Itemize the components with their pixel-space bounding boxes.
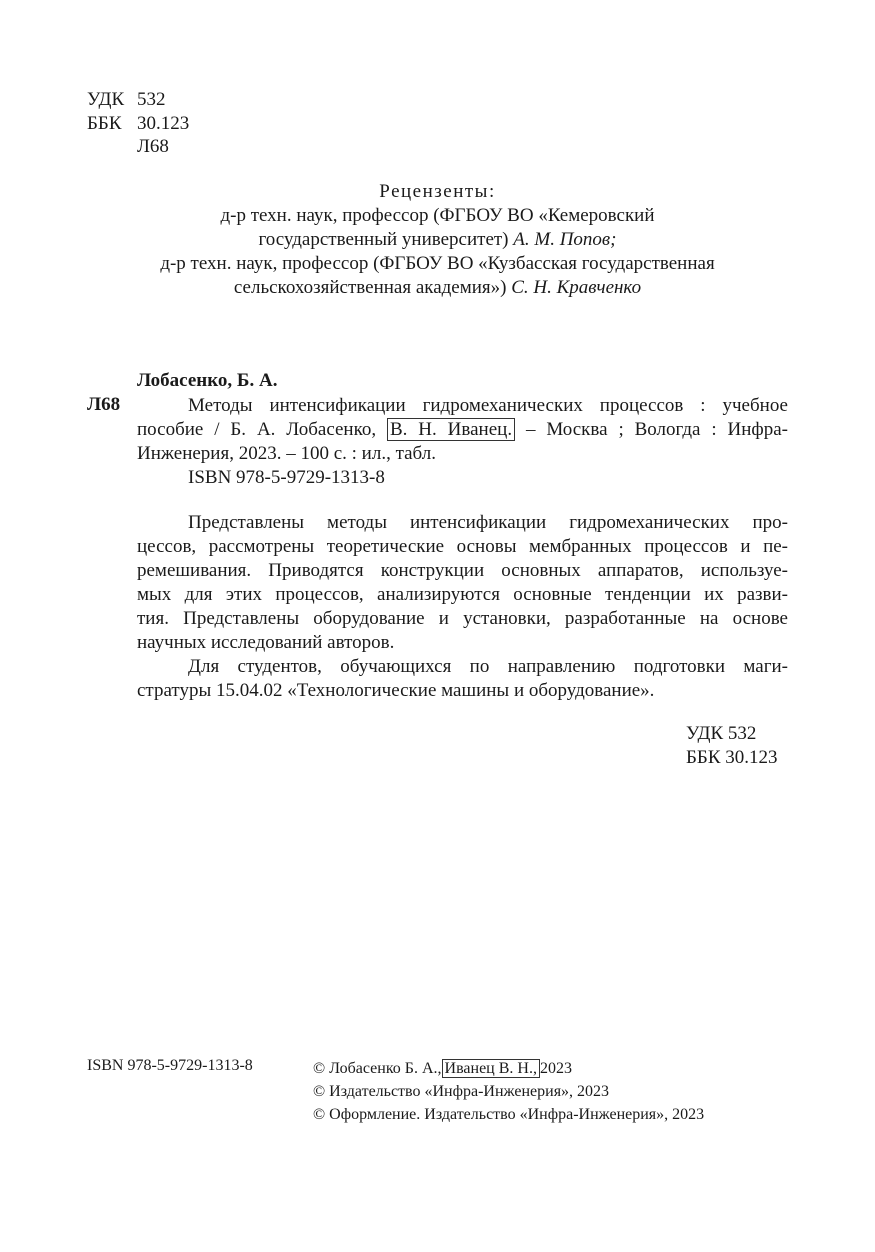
reviewer-1-line-2 <box>0 228 875 252</box>
reviewer-2-affiliation: сельскохозяйственная академия») <box>233 277 507 298</box>
annotation-line: мых для этих процессов, анализируются основные тенденции их разви- <box>137 584 788 605</box>
copyright-line-3: © Оформление. Издательство «Инфра-Инженерия», 2023 <box>313 1106 705 1123</box>
copyright-1-start: © Лобасенко Б. А., <box>313 1060 442 1077</box>
annotation-line: Для студентов, обучающихся по направлению подготовки маги- <box>188 656 788 677</box>
bib-line-2-end: – Москва ; Вологда : Инфра- <box>525 419 788 440</box>
copyright-coauthor-box: Иванец В. Н., <box>442 1059 540 1078</box>
annotation-line: ремешивания. Приводятся конструкции основных аппаратов, используе- <box>137 560 788 581</box>
bottom-bbk: ББК 30.123 <box>686 747 778 768</box>
copyright-1-year: 2023 <box>539 1060 572 1077</box>
bbk-label: ББК <box>87 113 122 134</box>
bbk-value: 30.123 <box>137 113 190 134</box>
annotation-line: научных исследований авторов. <box>137 632 395 653</box>
copyright-line-1 <box>313 1057 572 1080</box>
reviewer-2-name: С. Н. Кравченко <box>511 277 642 298</box>
author-heading: Лобасенко, Б. А. <box>137 370 278 391</box>
bottom-udk: УДК 532 <box>686 723 757 744</box>
bib-line-3: Инженерия, 2023. – 100 с. : ил., табл. <box>137 443 436 464</box>
copyright-line-2: © Издательство «Инфра-Инженерия», 2023 <box>313 1083 610 1100</box>
udk-row <box>87 88 166 112</box>
isbn-line: ISBN 978-5-9729-1313-8 <box>188 467 385 488</box>
reviewers-heading: Рецензенты: <box>379 181 496 202</box>
isbn-bottom: ISBN 978-5-9729-1313-8 <box>87 1057 253 1074</box>
bibliographic-description <box>137 394 788 490</box>
reviewer-1-line-1: д-р техн. наук, профессор (ФГБОУ ВО «Кемеровский <box>220 205 655 226</box>
annotation-line: цессов, рассмотрены теоретические основы мембранных процессов и пе- <box>137 536 788 557</box>
author-code-top: Л68 <box>137 136 169 157</box>
bbk-row <box>87 112 189 136</box>
reviewer-1-name: А. М. Попов; <box>513 229 617 250</box>
reviewer-2-line-1: д-р техн. наук, профессор (ФГБОУ ВО «Кузбасская государственная <box>160 253 715 274</box>
bib-line-2-start: пособие / Б. А. Лобасенко, <box>137 419 377 440</box>
annotation <box>137 511 788 703</box>
bib-line-1: Методы интенсификации гидромеханических процессов : учебное <box>188 395 788 416</box>
author-code: Л68 <box>87 394 121 415</box>
reviewer-1-affiliation: государственный университет) <box>258 229 509 250</box>
udk-label: УДК <box>87 89 125 110</box>
coauthor-box: В. Н. Иванец. <box>387 418 515 441</box>
udk-value: 532 <box>137 89 166 110</box>
annotation-line: Представлены методы интенсификации гидромеханических про- <box>188 512 788 533</box>
annotation-line: стратуры 15.04.02 «Технологические машины и оборудование». <box>137 680 655 701</box>
annotation-line: тия. Представлены оборудование и установки, разработанные на основе <box>137 608 788 629</box>
reviewer-2-line-2 <box>0 276 875 300</box>
bib-line-2 <box>137 418 788 442</box>
